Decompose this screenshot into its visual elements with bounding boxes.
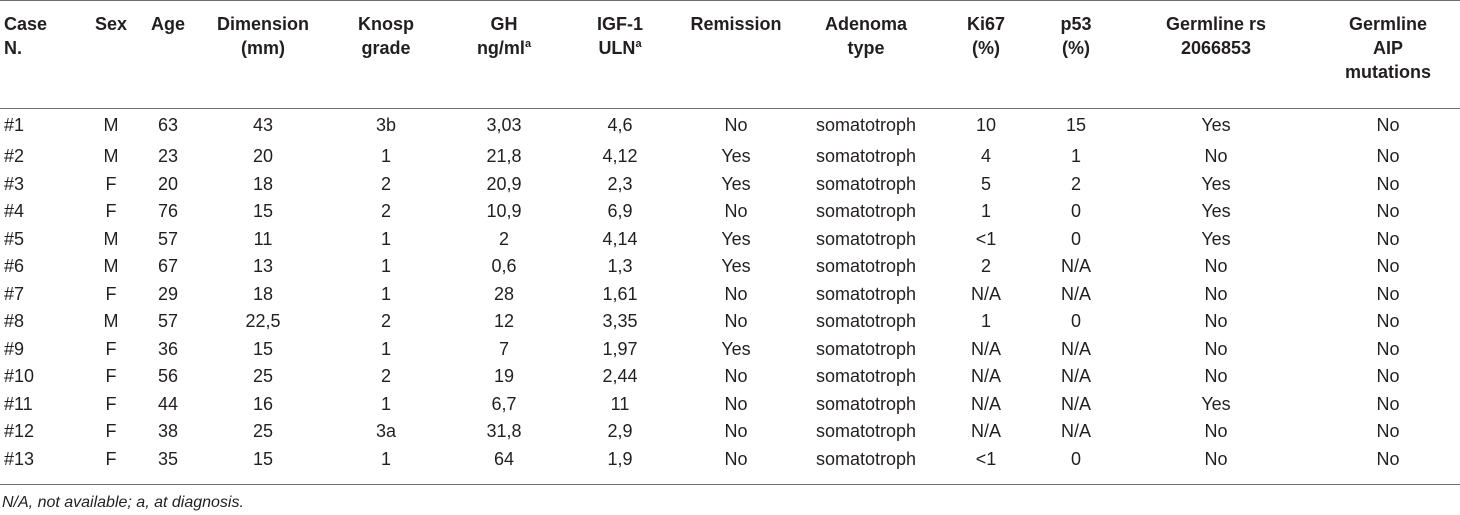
table-cell: 20,9	[486, 173, 522, 194]
table-cell: somatotroph	[815, 283, 917, 304]
table-cell: 0	[1070, 311, 1081, 332]
table-body	[0, 100, 1460, 473]
table-cell: 1,9	[607, 448, 633, 469]
table-cell: N/A	[1060, 256, 1091, 277]
column-header-text: ng/ml	[476, 38, 525, 58]
column-header	[796, 4, 936, 100]
table-cell: #9	[4, 338, 25, 359]
column-header-text: grade	[361, 38, 411, 58]
table-cell: 28	[493, 283, 515, 304]
table-cell: somatotroph	[815, 173, 917, 194]
table-cell: N/A	[970, 393, 1001, 414]
column-header	[1036, 4, 1116, 100]
table-row	[0, 281, 1460, 309]
table-cell: 15	[1065, 115, 1087, 135]
column-header-text: Germline	[1348, 14, 1428, 34]
column-header-text: AIP	[1372, 38, 1403, 58]
table-cell: No	[1376, 173, 1400, 194]
table-cell: somatotroph	[815, 338, 917, 359]
table-cell: No	[1376, 201, 1400, 222]
table-row	[0, 171, 1460, 199]
table-cell: 15	[252, 338, 274, 359]
table-cell: 3b	[375, 115, 397, 135]
column-header-text: Case	[4, 14, 48, 34]
table-row	[0, 446, 1460, 474]
table-row	[0, 253, 1460, 281]
table-cell: 57	[157, 228, 179, 249]
table-cell: Yes	[721, 338, 751, 359]
table-cell: 4,6	[607, 115, 633, 135]
column-header-text: 2066853	[1180, 38, 1252, 58]
table-cell: #3	[4, 173, 25, 194]
table-row	[0, 308, 1460, 336]
table-cell: 1,97	[602, 338, 638, 359]
table-cell: 4,12	[602, 146, 638, 167]
table-cell: 67	[157, 256, 179, 277]
table-cell: 43	[252, 115, 274, 135]
table-cell: 16	[252, 393, 274, 414]
table-cell: F	[105, 421, 117, 442]
table-row	[0, 363, 1460, 391]
column-header	[84, 4, 138, 100]
table-cell: N/A	[1060, 421, 1091, 442]
table-cell: No	[724, 283, 748, 304]
table-cell: Yes	[1201, 393, 1231, 414]
table-cell: N/A	[970, 338, 1001, 359]
table-cell: 1	[380, 256, 391, 277]
table-cell: No	[724, 366, 748, 387]
table-cell: 25	[252, 366, 274, 387]
table-cell: 2,44	[602, 366, 638, 387]
table-cell: 56	[157, 366, 179, 387]
table-cell: somatotroph	[815, 256, 917, 277]
footnote-marker: a	[635, 38, 642, 50]
table-cell: No	[1376, 311, 1400, 332]
table-cell: 2	[380, 201, 391, 222]
column-header-text: type	[847, 38, 885, 58]
table-cell: #6	[4, 256, 25, 277]
table-cell: 18	[252, 283, 274, 304]
table-row	[0, 336, 1460, 364]
column-header-text: Sex	[94, 14, 128, 34]
column-header-text: Adenoma	[824, 14, 907, 34]
table-cell: somatotroph	[815, 146, 917, 167]
footnote: N/A, not available; a, at diagnosis.	[2, 494, 244, 511]
table-cell: 76	[157, 201, 179, 222]
table-cell: 1	[380, 146, 391, 167]
table-cell: No	[724, 421, 748, 442]
table-cell: 35	[157, 448, 179, 469]
table-cell: 31,8	[486, 421, 522, 442]
table-cell: #11	[4, 393, 33, 414]
table-cell: somatotroph	[815, 366, 917, 387]
table-cell: N/A	[1060, 283, 1091, 304]
table-cell: No	[1376, 146, 1400, 167]
table-cell: 0	[1070, 201, 1081, 222]
table-cell: somatotroph	[815, 393, 917, 414]
table-cell: No	[1204, 311, 1228, 332]
table-cell: No	[724, 448, 748, 469]
table-cell: 38	[157, 421, 179, 442]
table-cell: F	[105, 393, 117, 414]
table-cell: 1	[380, 338, 391, 359]
table-cell: Yes	[1201, 228, 1231, 249]
table-cell: 25	[252, 421, 274, 442]
table-cell: Yes	[1201, 201, 1231, 222]
column-header	[444, 4, 564, 100]
table-cell: No	[1204, 283, 1228, 304]
table-cell: 10,9	[486, 201, 522, 222]
table-cell: 11	[253, 228, 273, 249]
table-cell: 23	[157, 146, 179, 167]
table-cell: 2	[380, 366, 391, 387]
top-rule	[0, 0, 1460, 1]
table-cell: somatotroph	[815, 421, 917, 442]
table-cell: 1	[980, 311, 991, 332]
column-header-text: Germline rs	[1165, 14, 1267, 34]
column-header-text: (%)	[1062, 38, 1090, 58]
table-cell: 2	[1070, 173, 1081, 194]
column-header-text: (%)	[972, 38, 1000, 58]
table-cell: No	[1204, 366, 1228, 387]
table-cell: 6,7	[491, 393, 517, 414]
table-cell: 44	[157, 393, 179, 414]
table-cell: 20	[252, 146, 274, 167]
table-cell: somatotroph	[815, 228, 917, 249]
table-cell: Yes	[1201, 173, 1231, 194]
table-cell: 4	[980, 146, 991, 167]
table-cell: 15	[252, 448, 274, 469]
table-cell: Yes	[721, 146, 751, 167]
table-cell: M	[103, 115, 119, 135]
table-cell: N/A	[970, 421, 1001, 442]
table-cell: 1,3	[607, 256, 633, 277]
table-cell: Yes	[1201, 115, 1231, 135]
column-header	[328, 4, 444, 100]
column-header-text: GH	[490, 14, 518, 34]
table-cell: 13	[252, 256, 274, 277]
table-row	[0, 391, 1460, 419]
table-cell: No	[1204, 421, 1228, 442]
table-cell: No	[1376, 228, 1400, 249]
column-header-text: IGF-1	[596, 14, 643, 34]
column-header-text: Ki67	[966, 14, 1006, 34]
table-cell: 63	[157, 115, 179, 135]
column-header	[936, 4, 1036, 100]
table-cell: 0	[1070, 228, 1081, 249]
table-cell: 7	[498, 338, 509, 359]
table-cell: #8	[4, 311, 25, 332]
table-cell: somatotroph	[815, 115, 917, 135]
column-header-text: Dimension	[216, 14, 309, 34]
table-cell: No	[724, 311, 748, 332]
table-cell: 1,61	[602, 283, 638, 304]
table-cell: No	[1376, 256, 1400, 277]
table-cell: N/A	[1060, 338, 1091, 359]
table-cell: N/A	[1060, 366, 1091, 387]
table-cell: No	[1376, 393, 1400, 414]
table-cell: No	[724, 393, 748, 414]
table-cell: M	[103, 146, 119, 167]
column-header	[1116, 4, 1316, 100]
table-cell: 1	[380, 283, 391, 304]
table-cell: No	[1376, 421, 1400, 442]
column-header	[138, 4, 198, 100]
table-cell: 12	[493, 311, 515, 332]
column-header-text: mutations	[1344, 62, 1431, 82]
table-cell: 2	[380, 173, 391, 194]
column-header	[1316, 4, 1460, 100]
table-cell: 2	[498, 228, 509, 249]
table-cell: 29	[157, 283, 179, 304]
column-header-text: N.	[4, 38, 22, 58]
table-cell: #12	[4, 421, 35, 442]
table-cell: 19	[493, 366, 515, 387]
table-cell: Yes	[721, 228, 751, 249]
table-cell: 15	[252, 201, 274, 222]
column-header	[198, 4, 328, 100]
table-cell: 3,03	[486, 115, 522, 135]
table-cell: 2	[980, 256, 991, 277]
table-cell: M	[103, 256, 119, 277]
column-header-text: Knosp	[358, 14, 414, 34]
table-cell: 22,5	[245, 311, 281, 332]
table-cell: F	[105, 283, 117, 304]
table-cell: #5	[4, 228, 25, 249]
table-cell: F	[105, 338, 117, 359]
table-cell: 0,6	[491, 256, 517, 277]
table-cell: No	[1376, 338, 1400, 359]
table-cell: No	[1204, 338, 1228, 359]
table-cell: 21,8	[486, 146, 522, 167]
table-row	[0, 143, 1460, 171]
table-cell: M	[103, 311, 119, 332]
table-cell: 0	[1070, 448, 1081, 469]
table-cell: No	[1376, 283, 1400, 304]
table-cell: #1	[4, 115, 25, 135]
table-cell: No	[724, 115, 748, 135]
table-cell: 18	[252, 173, 274, 194]
table-cell: 11	[610, 393, 630, 414]
table-cell: #10	[4, 366, 35, 387]
table-cell: somatotroph	[815, 311, 917, 332]
table-cell: 1	[380, 393, 391, 414]
table-cell: No	[1376, 366, 1400, 387]
table-cell: somatotroph	[815, 448, 917, 469]
header-row	[0, 4, 1460, 100]
table-cell: 64	[493, 448, 515, 469]
table-cell: No	[1204, 146, 1228, 167]
table-cell: N/A	[1060, 393, 1091, 414]
table-cell: 10	[975, 115, 997, 135]
column-header	[564, 4, 676, 100]
table-cell: 20	[157, 173, 179, 194]
table-row	[0, 226, 1460, 254]
table-cell: #4	[4, 201, 25, 222]
footnote-marker: a	[524, 38, 532, 50]
table-cell: #7	[4, 283, 25, 304]
table-cell: F	[105, 201, 117, 222]
table-cell: 1	[380, 228, 391, 249]
table-cell: 2	[380, 311, 391, 332]
table-cell: F	[105, 173, 117, 194]
table-cell: 4,14	[602, 228, 638, 249]
column-header-text: (mm)	[241, 38, 285, 58]
table-cell: Yes	[721, 256, 751, 277]
column-header-text: ULN	[598, 38, 636, 58]
bottom-rule	[0, 484, 1460, 485]
table-cell: somatotroph	[815, 201, 917, 222]
table-cell: 1	[980, 201, 991, 222]
table-cell: 1	[1070, 146, 1081, 167]
table-row	[0, 198, 1460, 226]
table-cell: M	[103, 228, 119, 249]
data-table	[0, 4, 1460, 473]
table-cell: N/A	[970, 366, 1001, 387]
table-cell: <1	[975, 228, 997, 249]
table-cell: 2,3	[607, 173, 633, 194]
table-cell: #2	[4, 146, 25, 167]
table-cell: 57	[157, 311, 179, 332]
table-cell: 1	[380, 448, 391, 469]
table-cell: F	[105, 366, 117, 387]
column-header-text: Age	[150, 14, 185, 34]
table-cell: N/A	[970, 283, 1001, 304]
table-cell: F	[105, 448, 117, 469]
table-cell: No	[1376, 448, 1400, 469]
column-header-text: Remission	[690, 14, 782, 34]
table-cell: 5	[980, 173, 991, 194]
table-cell: Yes	[721, 173, 751, 194]
table-row	[0, 100, 1460, 143]
column-header	[676, 4, 796, 100]
table-cell: 6,9	[607, 201, 633, 222]
column-header-text: p53	[1060, 14, 1092, 34]
table-cell: 2,9	[607, 421, 633, 442]
table-cell: No	[1376, 115, 1400, 135]
table-cell: 3,35	[602, 311, 638, 332]
table-cell: No	[1204, 448, 1228, 469]
table-cell: #13	[4, 448, 35, 469]
table-cell: 3a	[375, 421, 397, 442]
table-row	[0, 418, 1460, 446]
table-cell: No	[1204, 256, 1228, 277]
column-header	[0, 4, 84, 100]
table-cell: 36	[157, 338, 179, 359]
table-cell: No	[724, 201, 748, 222]
table-cell: <1	[975, 448, 997, 469]
